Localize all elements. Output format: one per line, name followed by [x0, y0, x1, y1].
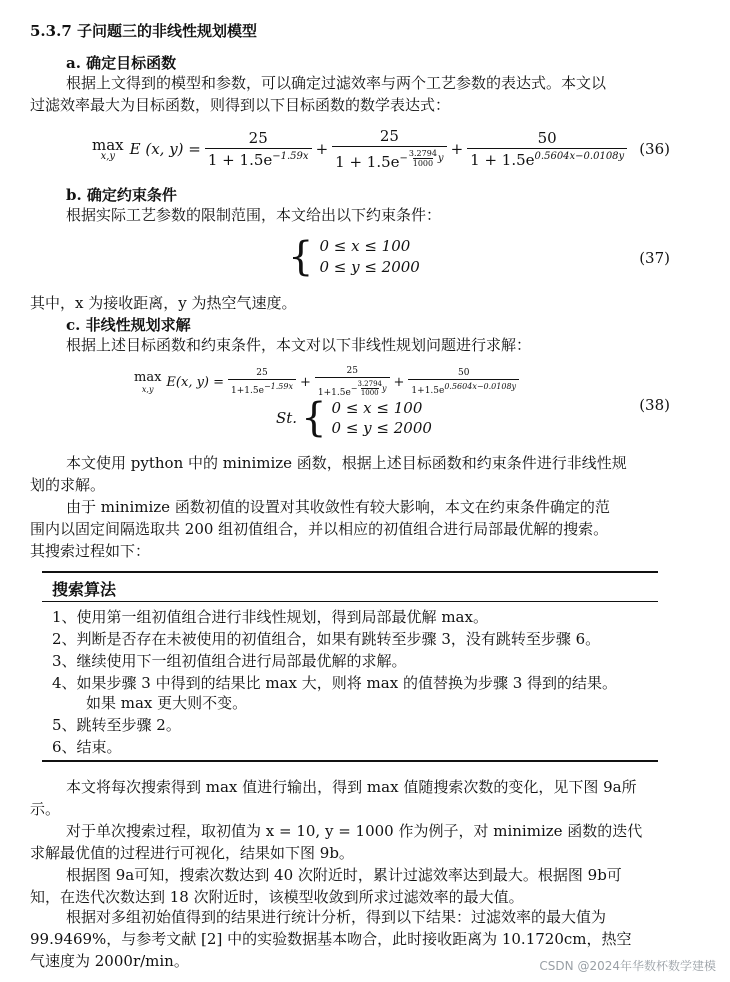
- max-operator: max: [134, 370, 162, 385]
- left-brace: {: [301, 395, 327, 441]
- term-1-exponent: −1.59x: [263, 382, 293, 391]
- equation-38-objective: [134, 366, 523, 398]
- paragraph-line: 围内以固定间隔选取共 200 组初值组合，并以相应的初值组合进行局部最优解的搜索。: [30, 520, 609, 538]
- plus-sign: +: [393, 374, 405, 390]
- paragraph-line: 对于单次搜索过程，取初值为 x = 10, y = 1000 作为例子，对 minimize 函数的迭代: [66, 822, 643, 840]
- heading-constraints: b. 确定约束条件: [66, 186, 177, 204]
- term-2-exponent-sign: −: [350, 384, 358, 393]
- algorithm-step: 5、跳转至步骤 2。: [52, 716, 181, 734]
- paragraph-line: 划的求解。: [30, 476, 106, 494]
- paragraph-line: 知，在迭代次数达到 18 次附近时，该模型收敛到所求过滤效率的最大值。: [30, 888, 524, 906]
- paragraph-line: 根据对多组初始值得到的结果进行统计分析，得到以下结果：过滤效率的最大值为: [66, 908, 607, 926]
- constraint-y: 0 ≤ y ≤ 2000: [319, 258, 420, 276]
- plus-sign: +: [315, 140, 329, 158]
- equation-number: (37): [639, 249, 670, 267]
- plus-sign: +: [299, 374, 311, 390]
- equation-38-constraints: [276, 395, 432, 441]
- objective-lhs: E(x, y) =: [166, 374, 225, 390]
- term-2-denominator: 1 + 1.5e: [335, 153, 400, 171]
- paragraph-line: 本文使用 python 中的 minimize 函数，根据上述目标函数和约束条件进行非线性规: [66, 454, 627, 472]
- term-2-exp-den: 1000: [412, 159, 434, 168]
- algorithm-top-rule: [42, 571, 658, 573]
- term-2-exp-den: 1000: [360, 389, 379, 397]
- term-1: [205, 129, 312, 169]
- term-2: [332, 127, 446, 171]
- constraint-x: 0 ≤ x ≤ 100: [331, 399, 423, 417]
- equation-36: [92, 126, 631, 172]
- paragraph-line: 其搜索过程如下：: [30, 542, 151, 560]
- algorithm-mid-rule: [42, 601, 658, 602]
- algorithm-step: 3、继续使用下一组初值组合进行局部最优解的求解。: [52, 652, 407, 670]
- term-2-numerator: 25: [346, 366, 358, 376]
- term-3-numerator: 50: [537, 129, 557, 147]
- term-2-exp-var: y: [381, 384, 387, 393]
- equation-37: [288, 236, 420, 278]
- equation-number: (36): [639, 140, 670, 158]
- algorithm-step-continuation: 如果 max 更大则不变。: [86, 694, 248, 712]
- term-3-denominator: 1 + 1.5e: [470, 151, 535, 169]
- term-1-numerator: 25: [256, 368, 268, 378]
- heading-objective: a. 确定目标函数: [66, 54, 177, 72]
- algorithm-step: 4、如果步骤 3 中得到的结果比 max 大，则将 max 的值替换为步骤 3 得到的结果。: [52, 674, 618, 692]
- paragraph-line: 根据上文得到的模型和参数，可以确定过滤效率与两个工艺参数的表达式。本文以: [66, 74, 607, 92]
- max-operator: max: [92, 136, 124, 154]
- left-brace: {: [288, 234, 314, 280]
- term-2-exp-num: 3.2794: [408, 149, 437, 158]
- paragraph-line: 根据上述目标函数和约束条件，本文对以下非线性规划问题进行求解：: [66, 336, 532, 354]
- constraint-x: 0 ≤ x ≤ 100: [319, 237, 411, 255]
- paragraph-line: 其中，x 为接收距离，y 为热空气速度。: [30, 294, 297, 312]
- paragraph-line: 99.9469%，与参考文献 [2] 中的实验数据基本吻合，此时接收距离为 10.1720cm，热空: [30, 930, 632, 948]
- algorithm-step: 6、结束。: [52, 738, 122, 756]
- paragraph-line: 求解最优值的过程进行可视化，结果如下图 9b。: [30, 844, 354, 862]
- equation-number: (38): [639, 396, 670, 414]
- term-3-numerator: 50: [458, 368, 470, 378]
- paragraph-line: 根据实际工艺参数的限制范围，本文给出以下约束条件：: [66, 206, 442, 224]
- term-1-numerator: 25: [248, 129, 268, 147]
- term-2-numerator: 25: [379, 127, 399, 145]
- term-1-denominator: 1 + 1.5e: [207, 151, 273, 169]
- term-2-exp-var: y: [437, 153, 444, 164]
- paragraph-line: 示。: [30, 800, 61, 818]
- term-2: [315, 366, 390, 398]
- term-3: [408, 368, 519, 396]
- term-2-exp-num: 3.2794: [357, 380, 382, 388]
- term-1: [228, 368, 296, 396]
- csdn-watermark: CSDN @2024年华数杯数学建模: [539, 959, 716, 973]
- term-3: [467, 129, 627, 169]
- algorithm-bottom-rule: [42, 760, 658, 762]
- term-2-denominator: 1+1.5e: [317, 388, 351, 398]
- constraint-y: 0 ≤ y ≤ 2000: [331, 419, 432, 437]
- term-3-denominator: 1+1.5e: [411, 386, 445, 396]
- heading-solution: c. 非线性规划求解: [66, 316, 191, 334]
- paragraph-line: 根据图 9a可知，搜索次数达到 40 次附近时，累计过滤效率达到最大。根据图 9b可: [66, 866, 622, 884]
- max-subscript: x,y: [141, 385, 154, 394]
- term-1-denominator: 1+1.5e: [231, 386, 264, 396]
- term-2-exponent-sign: −: [399, 153, 408, 164]
- objective-lhs: E (x, y) =: [129, 140, 201, 158]
- algorithm-title: 搜索算法: [52, 580, 117, 599]
- st-label: St.: [276, 409, 298, 427]
- paragraph-line: 由于 minimize 函数初值的设置对其收敛性有较大影响，本文在约束条件确定的范: [66, 498, 610, 516]
- paragraph-line: 过滤效率最大为目标函数，则得到以下目标函数的数学表达式：: [30, 96, 451, 114]
- term-1-exponent: −1.59x: [272, 151, 309, 162]
- paragraph-line: 气速度为 2000r/min。: [30, 952, 189, 970]
- term-3-exponent: 0.5604x−0.0108y: [444, 382, 517, 391]
- plus-sign: +: [450, 140, 464, 158]
- algorithm-step: 1、使用第一组初值组合进行非线性规划，得到局部最优解 max。: [52, 608, 488, 626]
- algorithm-step: 2、判断是否存在未被使用的初值组合，如果有跳转至步骤 3，没有跳转至步骤 6。: [52, 630, 601, 648]
- paragraph-line: 本文将每次搜索得到 max 值进行输出，得到 max 值随搜索次数的变化，见下图 9a所: [66, 778, 637, 796]
- section-title: 5.3.7 子问题三的非线性规划模型: [30, 22, 257, 40]
- max-subscript: x,y: [100, 151, 116, 162]
- term-3-exponent: 0.5604x−0.0108y: [534, 151, 625, 162]
